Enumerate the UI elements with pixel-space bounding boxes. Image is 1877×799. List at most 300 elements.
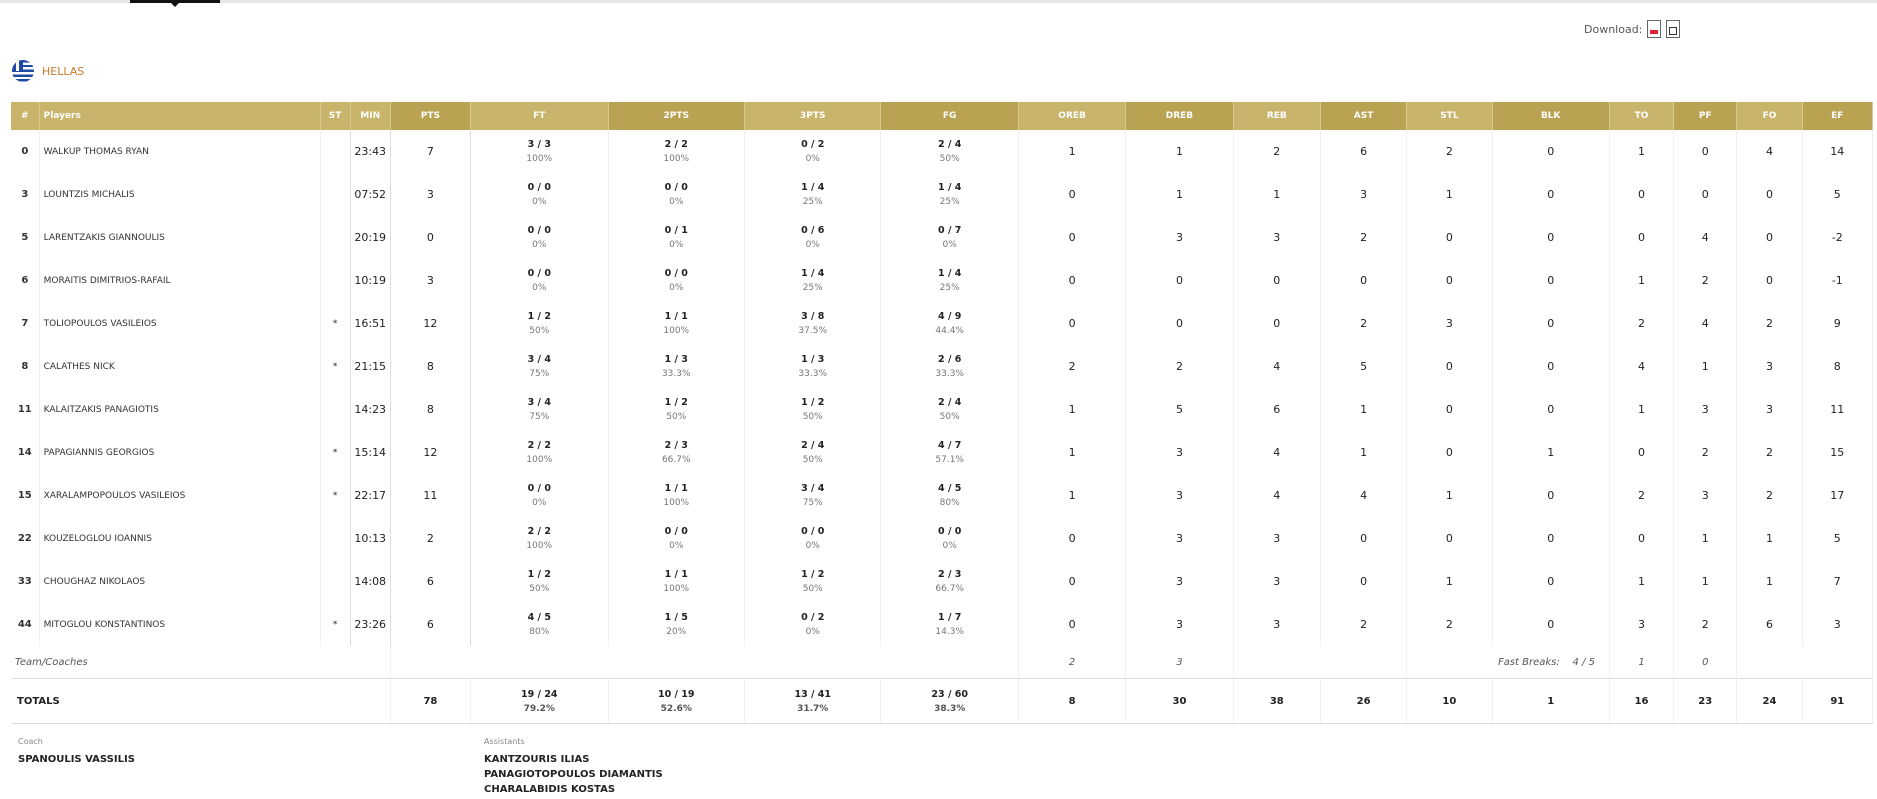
team-coaches-row [11, 646, 1873, 679]
player-minutes: 15:14 [350, 431, 390, 474]
player-fo: 3 [1737, 345, 1802, 388]
player-to: 1 [1609, 130, 1673, 173]
player-to: 0 [1609, 173, 1673, 216]
player-row [11, 560, 1873, 603]
player-blk: 0 [1492, 345, 1609, 388]
coach-caption: Coach [18, 737, 43, 746]
totals-ft: 19 / 24 79.2% [471, 679, 608, 724]
player-ef: 5 [1802, 173, 1872, 216]
player-oreb: 1 [1018, 388, 1125, 431]
player-ast: 3 [1320, 173, 1406, 216]
player-row [11, 517, 1873, 560]
player-fg: 0 / 0 0% [881, 517, 1018, 560]
player-ft: 1 / 2 50% [471, 560, 608, 603]
player-stl: 0 [1407, 388, 1492, 431]
team-dreb: 3 [1126, 646, 1233, 679]
player-stl: 2 [1407, 603, 1492, 646]
player-fg: 2 / 3 66.7% [881, 560, 1018, 603]
player-number: 6 [11, 259, 39, 302]
player-stl: 2 [1407, 130, 1492, 173]
player-2pts: 0 / 0 0% [608, 259, 744, 302]
player-pf: 4 [1674, 302, 1737, 345]
player-dreb: 3 [1126, 474, 1233, 517]
player-2pts: 1 / 2 50% [608, 388, 744, 431]
assistants-block [484, 737, 663, 797]
player-blk: 0 [1492, 216, 1609, 259]
col-ast[interactable]: AST [1320, 102, 1406, 130]
player-3pts: 0 / 2 0% [744, 130, 880, 173]
player-3pts: 1 / 2 50% [744, 388, 880, 431]
player-blk: 0 [1492, 130, 1609, 173]
player-2pts: 1 / 3 33.3% [608, 345, 744, 388]
starter-mark [320, 130, 350, 173]
player-number: 0 [11, 130, 39, 173]
totals-ast: 26 [1320, 679, 1406, 724]
col-pts[interactable]: PTS [390, 102, 470, 130]
download-label: Download: [1584, 22, 1643, 36]
player-to: 4 [1609, 345, 1673, 388]
player-fo: 6 [1737, 603, 1802, 646]
starter-mark [320, 259, 350, 302]
totals-ef: 91 [1802, 679, 1872, 724]
greek-flag-icon [12, 60, 34, 82]
coach-name: SPANOULIS VASSILIS [18, 754, 135, 765]
player-to: 2 [1609, 302, 1673, 345]
player-ast: 5 [1320, 345, 1406, 388]
player-row [11, 388, 1873, 431]
player-oreb: 0 [1018, 173, 1125, 216]
col-ft[interactable]: FT [471, 102, 608, 130]
player-fg: 4 / 9 44.4% [881, 302, 1018, 345]
player-blk: 0 [1492, 388, 1609, 431]
player-blk: 0 [1492, 474, 1609, 517]
starter-mark [320, 560, 350, 603]
player-points: 3 [390, 259, 470, 302]
player-to: 0 [1609, 431, 1673, 474]
player-points: 8 [390, 388, 470, 431]
starter-mark: * [320, 474, 350, 517]
player-dreb: 1 [1126, 130, 1233, 173]
player-fg: 4 / 7 57.1% [881, 431, 1018, 474]
col-blk[interactable]: BLK [1492, 102, 1609, 130]
totals-to: 16 [1609, 679, 1673, 724]
player-dreb: 3 [1126, 560, 1233, 603]
totals-blk: 1 [1492, 679, 1609, 724]
player-blk: 0 [1492, 560, 1609, 603]
team-to: 1 [1609, 646, 1673, 679]
player-name[interactable]: CALATHES NICK [39, 345, 320, 388]
player-ast: 0 [1320, 560, 1406, 603]
player-dreb: 3 [1126, 517, 1233, 560]
player-minutes: 14:08 [350, 560, 390, 603]
team-header [12, 60, 84, 82]
starter-mark [320, 173, 350, 216]
player-dreb: 3 [1126, 431, 1233, 474]
col-player[interactable]: Players [39, 102, 320, 130]
player-name[interactable]: MITOGLOU KONSTANTINOS [39, 603, 320, 646]
col-min[interactable]: MIN [350, 102, 390, 130]
player-oreb: 0 [1018, 302, 1125, 345]
player-stl: 3 [1407, 302, 1492, 345]
player-ft: 0 / 0 0% [471, 173, 608, 216]
player-reb: 3 [1233, 560, 1320, 603]
player-ft: 3 / 4 75% [471, 388, 608, 431]
col-2pts[interactable]: 2PTS [608, 102, 744, 130]
player-to: 0 [1609, 216, 1673, 259]
player-points: 12 [390, 302, 470, 345]
player-dreb: 1 [1126, 173, 1233, 216]
assistants-caption: Assistants [484, 737, 525, 746]
player-number: 22 [11, 517, 39, 560]
player-fg: 2 / 4 50% [881, 388, 1018, 431]
totals-pts: 78 [390, 679, 470, 724]
totals-label: TOTALS [11, 679, 390, 724]
player-ast: 0 [1320, 517, 1406, 560]
player-pf: 0 [1674, 173, 1737, 216]
player-row [11, 603, 1873, 646]
player-minutes: 16:51 [350, 302, 390, 345]
assistant-name: PANAGIOTOPOULOS DIAMANTIS [484, 769, 663, 780]
player-ef: 14 [1802, 130, 1872, 173]
col-to[interactable]: TO [1609, 102, 1673, 130]
player-minutes: 21:15 [350, 345, 390, 388]
player-ast: 2 [1320, 603, 1406, 646]
player-name[interactable]: KOUZELOGLOU IOANNIS [39, 517, 320, 560]
player-fg: 1 / 4 25% [881, 173, 1018, 216]
player-ast: 2 [1320, 216, 1406, 259]
player-reb: 6 [1233, 388, 1320, 431]
starter-mark: * [320, 345, 350, 388]
player-fg: 4 / 5 80% [881, 474, 1018, 517]
player-pf: 1 [1674, 560, 1737, 603]
player-oreb: 0 [1018, 259, 1125, 302]
player-2pts: 1 / 1 100% [608, 474, 744, 517]
player-minutes: 23:43 [350, 130, 390, 173]
player-pf: 1 [1674, 517, 1737, 560]
player-2pts: 1 / 1 100% [608, 560, 744, 603]
player-2pts: 0 / 0 0% [608, 173, 744, 216]
player-reb: 0 [1233, 302, 1320, 345]
player-row [11, 302, 1873, 345]
player-ef: -1 [1802, 259, 1872, 302]
pdf-download-icon[interactable] [1647, 20, 1661, 38]
player-3pts: 0 / 0 0% [744, 517, 880, 560]
player-row [11, 474, 1873, 517]
player-to: 1 [1609, 259, 1673, 302]
player-stl: 1 [1407, 474, 1492, 517]
player-minutes: 22:17 [350, 474, 390, 517]
player-stl: 0 [1407, 431, 1492, 474]
player-pf: 3 [1674, 388, 1737, 431]
player-ast: 2 [1320, 302, 1406, 345]
player-3pts: 0 / 2 0% [744, 603, 880, 646]
player-row [11, 173, 1873, 216]
player-name[interactable]: TOLIOPOULOS VASILEIOS [39, 302, 320, 345]
player-ef: 3 [1802, 603, 1872, 646]
totals-fg: 23 / 60 38.3% [881, 679, 1018, 724]
player-number: 7 [11, 302, 39, 345]
player-ef: 15 [1802, 431, 1872, 474]
player-fg: 1 / 7 14.3% [881, 603, 1018, 646]
player-pf: 3 [1674, 474, 1737, 517]
col-pf[interactable]: PF [1674, 102, 1737, 130]
player-points: 2 [390, 517, 470, 560]
player-reb: 0 [1233, 259, 1320, 302]
player-ft: 1 / 2 50% [471, 302, 608, 345]
player-points: 6 [390, 603, 470, 646]
player-reb: 3 [1233, 603, 1320, 646]
player-name[interactable]: CHOUGHAZ NIKOLAOS [39, 560, 320, 603]
player-3pts: 1 / 4 25% [744, 259, 880, 302]
player-stl: 0 [1407, 259, 1492, 302]
player-pf: 2 [1674, 259, 1737, 302]
col-fg[interactable]: FG [881, 102, 1018, 130]
player-3pts: 3 / 4 75% [744, 474, 880, 517]
player-blk: 0 [1492, 517, 1609, 560]
player-reb: 3 [1233, 517, 1320, 560]
player-reb: 4 [1233, 474, 1320, 517]
starter-mark [320, 216, 350, 259]
col-reb[interactable]: REB [1233, 102, 1320, 130]
col-no[interactable]: # [11, 102, 39, 130]
player-fg: 0 / 7 0% [881, 216, 1018, 259]
player-number: 44 [11, 603, 39, 646]
player-to: 0 [1609, 517, 1673, 560]
player-points: 8 [390, 345, 470, 388]
player-row [11, 345, 1873, 388]
fast-breaks-value: 4 / 5 [1572, 656, 1595, 668]
player-dreb: 2 [1126, 345, 1233, 388]
player-number: 33 [11, 560, 39, 603]
starter-mark: * [320, 431, 350, 474]
player-ef: 17 [1802, 474, 1872, 517]
player-fo: 2 [1737, 302, 1802, 345]
player-name[interactable]: PAPAGIANNIS GEORGIOS [39, 431, 320, 474]
player-pf: 2 [1674, 431, 1737, 474]
player-reb: 3 [1233, 216, 1320, 259]
player-number: 3 [11, 173, 39, 216]
player-minutes: 23:26 [350, 603, 390, 646]
player-ft: 0 / 0 0% [471, 259, 608, 302]
player-ast: 1 [1320, 431, 1406, 474]
player-pf: 2 [1674, 603, 1737, 646]
player-dreb: 3 [1126, 216, 1233, 259]
player-stl: 0 [1407, 517, 1492, 560]
player-to: 3 [1609, 603, 1673, 646]
starter-mark [320, 388, 350, 431]
player-points: 3 [390, 173, 470, 216]
player-2pts: 2 / 2 100% [608, 130, 744, 173]
boxscore-table [11, 102, 1873, 724]
player-ft: 4 / 5 80% [471, 603, 608, 646]
player-fo: 0 [1737, 173, 1802, 216]
player-name[interactable]: KALAITZAKIS PANAGIOTIS [39, 388, 320, 431]
player-to: 2 [1609, 474, 1673, 517]
player-3pts: 3 / 8 37.5% [744, 302, 880, 345]
totals-pf: 23 [1674, 679, 1737, 724]
player-row [11, 130, 1873, 173]
player-row [11, 431, 1873, 474]
player-name[interactable]: LARENTZAKIS GIANNOULIS [39, 216, 320, 259]
player-oreb: 0 [1018, 560, 1125, 603]
player-ft: 2 / 2 100% [471, 431, 608, 474]
player-fo: 3 [1737, 388, 1802, 431]
player-fo: 0 [1737, 259, 1802, 302]
team-coaches-label: Team/Coaches [11, 646, 390, 679]
player-ef: 7 [1802, 560, 1872, 603]
player-ef: 11 [1802, 388, 1872, 431]
player-row [11, 216, 1873, 259]
player-oreb: 0 [1018, 517, 1125, 560]
player-dreb: 0 [1126, 259, 1233, 302]
assistant-name: KANTZOURIS ILIAS [484, 754, 590, 765]
player-2pts: 0 / 1 0% [608, 216, 744, 259]
player-to: 1 [1609, 388, 1673, 431]
starter-mark [320, 517, 350, 560]
active-tab-caret-icon [170, 2, 180, 7]
player-dreb: 5 [1126, 388, 1233, 431]
player-points: 11 [390, 474, 470, 517]
player-blk: 1 [1492, 431, 1609, 474]
player-2pts: 1 / 1 100% [608, 302, 744, 345]
player-oreb: 1 [1018, 130, 1125, 173]
player-3pts: 1 / 4 25% [744, 173, 880, 216]
coach-block [18, 737, 135, 767]
player-pf: 0 [1674, 130, 1737, 173]
player-points: 12 [390, 431, 470, 474]
player-ft: 3 / 4 75% [471, 345, 608, 388]
player-points: 6 [390, 560, 470, 603]
player-oreb: 1 [1018, 431, 1125, 474]
player-blk: 0 [1492, 603, 1609, 646]
totals-oreb: 8 [1018, 679, 1125, 724]
player-points: 7 [390, 130, 470, 173]
player-number: 5 [11, 216, 39, 259]
totals-reb: 38 [1233, 679, 1320, 724]
player-minutes: 10:19 [350, 259, 390, 302]
player-ft: 2 / 2 100% [471, 517, 608, 560]
player-stl: 1 [1407, 173, 1492, 216]
player-minutes: 07:52 [350, 173, 390, 216]
team-name[interactable]: HELLAS [42, 64, 85, 78]
player-fg: 2 / 4 50% [881, 130, 1018, 173]
player-number: 15 [11, 474, 39, 517]
col-st[interactable]: ST [320, 102, 350, 130]
download-bar [1584, 20, 1680, 38]
player-2pts: 0 / 0 0% [608, 517, 744, 560]
totals-stl: 10 [1407, 679, 1492, 724]
player-name[interactable]: XARALAMPOPOULOS VASILEIOS [39, 474, 320, 517]
player-ft: 0 / 0 0% [471, 216, 608, 259]
header-row [11, 102, 1873, 130]
player-ef: 5 [1802, 517, 1872, 560]
player-reb: 4 [1233, 345, 1320, 388]
player-ef: 9 [1802, 302, 1872, 345]
fast-breaks-label: Fast Breaks: [1497, 656, 1560, 668]
player-stl: 0 [1407, 216, 1492, 259]
player-ast: 1 [1320, 388, 1406, 431]
player-blk: 0 [1492, 259, 1609, 302]
player-fo: 1 [1737, 517, 1802, 560]
player-number: 14 [11, 431, 39, 474]
player-name[interactable]: WALKUP THOMAS RYAN [39, 130, 320, 173]
player-minutes: 20:19 [350, 216, 390, 259]
player-to: 1 [1609, 560, 1673, 603]
player-stl: 1 [1407, 560, 1492, 603]
player-fo: 1 [1737, 560, 1802, 603]
player-ef: 8 [1802, 345, 1872, 388]
col-oreb[interactable]: OREB [1018, 102, 1125, 130]
player-2pts: 1 / 5 20% [608, 603, 744, 646]
player-blk: 0 [1492, 173, 1609, 216]
col-ef[interactable]: EF [1802, 102, 1872, 130]
player-name[interactable]: LOUNTZIS MICHALIS [39, 173, 320, 216]
totals-fo: 24 [1737, 679, 1802, 724]
player-ast: 4 [1320, 474, 1406, 517]
player-3pts: 1 / 2 50% [744, 560, 880, 603]
team-oreb: 2 [1018, 646, 1125, 679]
player-fo: 4 [1737, 130, 1802, 173]
player-number: 8 [11, 345, 39, 388]
player-oreb: 0 [1018, 603, 1125, 646]
player-ast: 0 [1320, 259, 1406, 302]
spreadsheet-download-icon[interactable] [1666, 20, 1680, 38]
assistants-list [484, 752, 663, 797]
player-pf: 4 [1674, 216, 1737, 259]
player-points: 0 [390, 216, 470, 259]
col-3pts[interactable]: 3PTS [744, 102, 880, 130]
col-dreb[interactable]: DREB [1126, 102, 1233, 130]
player-fo: 0 [1737, 216, 1802, 259]
player-fg: 2 / 6 33.3% [881, 345, 1018, 388]
player-fo: 2 [1737, 431, 1802, 474]
player-3pts: 0 / 6 0% [744, 216, 880, 259]
col-fo[interactable]: FO [1737, 102, 1802, 130]
totals-dreb: 30 [1126, 679, 1233, 724]
team-pf: 0 [1674, 646, 1737, 679]
totals-2pts: 10 / 19 52.6% [608, 679, 744, 724]
player-oreb: 1 [1018, 474, 1125, 517]
player-stl: 0 [1407, 345, 1492, 388]
player-blk: 0 [1492, 302, 1609, 345]
player-row [11, 259, 1873, 302]
assistant-name: CHARALABIDIS KOSTAS [484, 784, 616, 795]
player-fo: 2 [1737, 474, 1802, 517]
player-oreb: 0 [1018, 216, 1125, 259]
player-minutes: 14:23 [350, 388, 390, 431]
player-ft: 3 / 3 100% [471, 130, 608, 173]
player-reb: 4 [1233, 431, 1320, 474]
player-ft: 0 / 0 0% [471, 474, 608, 517]
player-fg: 1 / 4 25% [881, 259, 1018, 302]
player-minutes: 10:13 [350, 517, 390, 560]
starter-mark: * [320, 302, 350, 345]
player-reb: 1 [1233, 173, 1320, 216]
player-pf: 1 [1674, 345, 1737, 388]
totals-3pts: 13 / 41 31.7% [744, 679, 880, 724]
player-ast: 6 [1320, 130, 1406, 173]
player-2pts: 2 / 3 66.7% [608, 431, 744, 474]
player-name[interactable]: MORAITIS DIMITRIOS-RAFAIL [39, 259, 320, 302]
player-dreb: 0 [1126, 302, 1233, 345]
player-oreb: 2 [1018, 345, 1125, 388]
player-reb: 2 [1233, 130, 1320, 173]
totals-row [11, 679, 1873, 724]
starter-mark: * [320, 603, 350, 646]
top-tab-bar [0, 0, 1877, 3]
col-stl[interactable]: STL [1407, 102, 1492, 130]
player-ef: -2 [1802, 216, 1872, 259]
